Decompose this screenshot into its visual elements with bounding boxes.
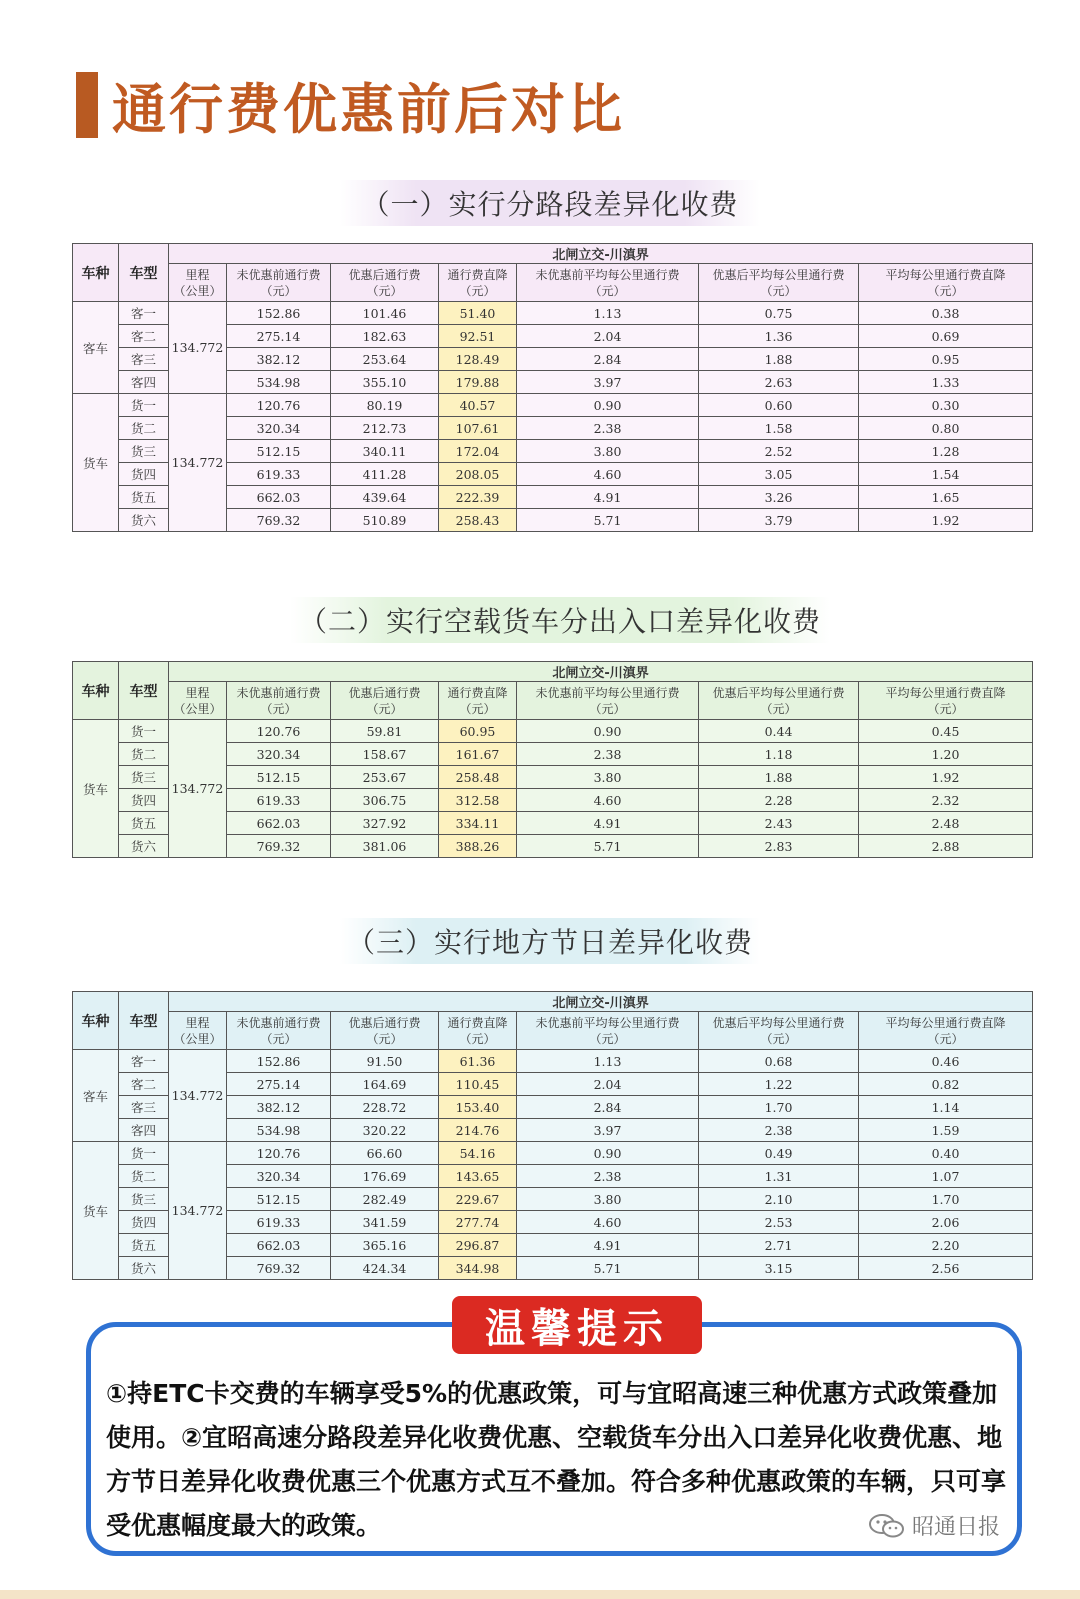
header-column — [331, 682, 439, 720]
title-accent-bar — [76, 72, 98, 138]
table-row — [73, 394, 1033, 417]
header-column — [227, 682, 331, 720]
value-cell: 424.34 — [331, 1257, 439, 1280]
value-cell: 534.98 — [227, 1119, 331, 1142]
value-cell: 2.53 — [699, 1211, 859, 1234]
wechat-icon — [868, 1513, 906, 1539]
vehicle-type-cell: 货一 — [119, 720, 169, 743]
header-column-line2: （元） — [260, 701, 297, 716]
header-column-line2: （元） — [927, 1031, 964, 1046]
header-column — [439, 682, 517, 720]
value-cell: 341.59 — [331, 1211, 439, 1234]
value-cell: 2.71 — [699, 1234, 859, 1257]
header-column-line2: （公里） — [173, 701, 222, 716]
value-cell: 320.34 — [227, 743, 331, 766]
value-cell: 3.97 — [517, 1119, 699, 1142]
value-cell: 1.54 — [859, 463, 1033, 486]
value-cell: 382.12 — [227, 1096, 331, 1119]
mileage-cell: 134.772 — [169, 302, 227, 394]
page-title-block — [76, 72, 625, 141]
value-cell: 2.28 — [699, 789, 859, 812]
tip-text: ①持ETC卡交费的车辆享受5%的优惠政策，可与宜昭高速三种优惠方式政策叠加使用。②宜昭高速分路段差异化收费优惠、空载货车分出入口差异化收费优惠、地方节日差异化收费优惠三个优惠方式互不叠加。符合多种优惠政策的车辆，只可享受优惠幅度最大的政策。 — [106, 1379, 1007, 1540]
header-column-line1: 未优惠前通行费 — [236, 685, 321, 700]
value-cell: 0.68 — [699, 1050, 859, 1073]
value-cell: 80.19 — [331, 394, 439, 417]
value-cell: 1.70 — [699, 1096, 859, 1119]
header-column — [169, 264, 227, 302]
value-cell: 0.49 — [699, 1142, 859, 1165]
watermark — [868, 1510, 1000, 1541]
value-cell: 411.28 — [331, 463, 439, 486]
value-cell: 2.88 — [859, 835, 1033, 858]
header-column-line2: （元） — [927, 283, 964, 298]
value-cell: 1.92 — [859, 766, 1033, 789]
mileage-cell: 134.772 — [169, 1142, 227, 1280]
header-column-line2: （元） — [589, 1031, 626, 1046]
value-cell: 4.91 — [517, 1234, 699, 1257]
value-cell: 510.89 — [331, 509, 439, 532]
vehicle-type-cell: 客一 — [119, 302, 169, 325]
vehicle-type-cell: 货六 — [119, 1257, 169, 1280]
header-column — [169, 682, 227, 720]
value-cell: 1.20 — [859, 743, 1033, 766]
vehicle-type-cell: 货四 — [119, 1211, 169, 1234]
vehicle-type-cell: 客三 — [119, 1096, 169, 1119]
header-column — [169, 1012, 227, 1050]
value-cell: 128.49 — [439, 348, 517, 371]
value-cell: 1.70 — [859, 1188, 1033, 1211]
header-column-line2: （元） — [260, 283, 297, 298]
vehicle-type-cell: 货四 — [119, 463, 169, 486]
value-cell: 619.33 — [227, 789, 331, 812]
tip-badge: 温馨提示 — [452, 1296, 702, 1354]
header-column-line2: （元） — [459, 283, 496, 298]
header-column — [517, 264, 699, 302]
value-cell: 3.80 — [517, 440, 699, 463]
value-cell: 110.45 — [439, 1073, 517, 1096]
vehicle-type-cell: 货五 — [119, 1234, 169, 1257]
value-cell: 2.10 — [699, 1188, 859, 1211]
value-cell: 0.95 — [859, 348, 1033, 371]
mileage-cell: 134.772 — [169, 720, 227, 858]
value-cell: 534.98 — [227, 371, 331, 394]
value-cell: 229.67 — [439, 1188, 517, 1211]
value-cell: 5.71 — [517, 509, 699, 532]
value-cell: 3.80 — [517, 1188, 699, 1211]
vehicle-kind-cell: 货车 — [73, 394, 119, 532]
value-cell: 1.88 — [699, 766, 859, 789]
header-column-line1: 未优惠前平均每公里通行费 — [535, 1015, 680, 1030]
value-cell: 3.15 — [699, 1257, 859, 1280]
value-cell: 3.97 — [517, 371, 699, 394]
value-cell: 512.15 — [227, 1188, 331, 1211]
value-cell: 1.28 — [859, 440, 1033, 463]
header-column-line2: （元） — [366, 701, 403, 716]
vehicle-type-cell: 客一 — [119, 1050, 169, 1073]
value-cell: 1.14 — [859, 1096, 1033, 1119]
header-vehicle-kind: 车种 — [73, 244, 119, 302]
value-cell: 2.38 — [517, 417, 699, 440]
value-cell: 1.59 — [859, 1119, 1033, 1142]
vehicle-type-cell: 货三 — [119, 1188, 169, 1211]
section-title-1: （一）实行分路段差异化收费 — [340, 180, 760, 226]
bottom-strip — [0, 1590, 1080, 1599]
value-cell: 176.69 — [331, 1165, 439, 1188]
value-cell: 3.05 — [699, 463, 859, 486]
value-cell: 91.50 — [331, 1050, 439, 1073]
value-cell: 2.84 — [517, 348, 699, 371]
header-vehicle-type: 车型 — [119, 992, 169, 1050]
fee-table-section-2 — [72, 661, 1033, 858]
value-cell: 2.38 — [517, 743, 699, 766]
header-column — [227, 1012, 331, 1050]
header-column-line1: 平均每公里通行费直降 — [885, 267, 1006, 282]
value-cell: 1.88 — [699, 348, 859, 371]
value-cell: 1.65 — [859, 486, 1033, 509]
value-cell: 143.65 — [439, 1165, 517, 1188]
mileage-cell: 134.772 — [169, 394, 227, 532]
value-cell: 120.76 — [227, 1142, 331, 1165]
value-cell: 4.91 — [517, 486, 699, 509]
value-cell: 296.87 — [439, 1234, 517, 1257]
vehicle-type-cell: 货六 — [119, 509, 169, 532]
value-cell: 2.48 — [859, 812, 1033, 835]
vehicle-type-cell: 客四 — [119, 371, 169, 394]
header-column-line1: 里程 — [185, 685, 210, 700]
header-column-line1: 通行费直降 — [447, 1015, 508, 1030]
value-cell: 179.88 — [439, 371, 517, 394]
value-cell: 182.63 — [331, 325, 439, 348]
value-cell: 66.60 — [331, 1142, 439, 1165]
value-cell: 1.13 — [517, 1050, 699, 1073]
value-cell: 152.86 — [227, 302, 331, 325]
header-column-line1: 平均每公里通行费直降 — [885, 685, 1006, 700]
section-title-2: （二）实行空载货车分出入口差异化收费 — [290, 597, 830, 643]
vehicle-type-cell: 货五 — [119, 486, 169, 509]
value-cell: 275.14 — [227, 325, 331, 348]
value-cell: 769.32 — [227, 509, 331, 532]
value-cell: 222.39 — [439, 486, 517, 509]
vehicle-kind-cell: 货车 — [73, 720, 119, 858]
value-cell: 340.11 — [331, 440, 439, 463]
value-cell: 153.40 — [439, 1096, 517, 1119]
value-cell: 275.14 — [227, 1073, 331, 1096]
value-cell: 2.06 — [859, 1211, 1033, 1234]
value-cell: 306.75 — [331, 789, 439, 812]
value-cell: 51.40 — [439, 302, 517, 325]
value-cell: 320.34 — [227, 417, 331, 440]
value-cell: 5.71 — [517, 1257, 699, 1280]
fee-table-section-1 — [72, 243, 1033, 532]
value-cell: 120.76 — [227, 394, 331, 417]
value-cell: 258.48 — [439, 766, 517, 789]
header-column-line2: （元） — [459, 701, 496, 716]
header-column-line2: （元） — [589, 283, 626, 298]
header-column-line2: （公里） — [173, 283, 222, 298]
value-cell: 2.52 — [699, 440, 859, 463]
header-route: 北闸立交-川滇界 — [169, 992, 1033, 1012]
header-column-line1: 里程 — [185, 267, 210, 282]
value-cell: 4.60 — [517, 463, 699, 486]
vehicle-type-cell: 货一 — [119, 1142, 169, 1165]
value-cell: 214.76 — [439, 1119, 517, 1142]
header-column — [517, 682, 699, 720]
vehicle-type-cell: 货二 — [119, 417, 169, 440]
header-column — [699, 264, 859, 302]
header-column-line1: 未优惠前通行费 — [236, 1015, 321, 1030]
header-column-line1: 优惠后平均每公里通行费 — [712, 685, 845, 700]
value-cell: 327.92 — [331, 812, 439, 835]
vehicle-type-cell: 货二 — [119, 743, 169, 766]
vehicle-type-cell: 货二 — [119, 1165, 169, 1188]
section-title-3: （三）实行地方节日差异化收费 — [340, 918, 760, 964]
value-cell: 282.49 — [331, 1188, 439, 1211]
header-column — [859, 682, 1033, 720]
header-column-line1: 未优惠前平均每公里通行费 — [535, 685, 680, 700]
value-cell: 161.67 — [439, 743, 517, 766]
value-cell: 101.46 — [331, 302, 439, 325]
value-cell: 0.69 — [859, 325, 1033, 348]
value-cell: 0.80 — [859, 417, 1033, 440]
value-cell: 512.15 — [227, 440, 331, 463]
watermark-text: 昭通日报 — [912, 1515, 1001, 1540]
header-column-line2: （元） — [760, 283, 797, 298]
value-cell: 388.26 — [439, 835, 517, 858]
value-cell: 0.46 — [859, 1050, 1033, 1073]
value-cell: 619.33 — [227, 1211, 331, 1234]
header-column-line1: 未优惠前平均每公里通行费 — [535, 267, 680, 282]
value-cell: 1.22 — [699, 1073, 859, 1096]
vehicle-type-cell: 货六 — [119, 835, 169, 858]
value-cell: 0.40 — [859, 1142, 1033, 1165]
header-column — [699, 1012, 859, 1050]
value-cell: 769.32 — [227, 835, 331, 858]
table-row — [73, 302, 1033, 325]
header-column — [439, 1012, 517, 1050]
value-cell: 0.90 — [517, 394, 699, 417]
vehicle-type-cell: 货三 — [119, 440, 169, 463]
value-cell: 4.60 — [517, 789, 699, 812]
vehicle-kind-cell: 货车 — [73, 1142, 119, 1280]
value-cell: 0.90 — [517, 720, 699, 743]
value-cell: 0.38 — [859, 302, 1033, 325]
value-cell: 334.11 — [439, 812, 517, 835]
vehicle-kind-cell: 客车 — [73, 302, 119, 394]
vehicle-type-cell: 客四 — [119, 1119, 169, 1142]
value-cell: 619.33 — [227, 463, 331, 486]
table-header-row — [73, 662, 1033, 682]
value-cell: 365.16 — [331, 1234, 439, 1257]
value-cell: 382.12 — [227, 348, 331, 371]
value-cell: 107.61 — [439, 417, 517, 440]
header-column-line2: （元） — [366, 1031, 403, 1046]
value-cell: 152.86 — [227, 1050, 331, 1073]
value-cell: 2.38 — [517, 1165, 699, 1188]
value-cell: 1.07 — [859, 1165, 1033, 1188]
value-cell: 1.33 — [859, 371, 1033, 394]
value-cell: 320.22 — [331, 1119, 439, 1142]
table-subheader-row — [73, 1012, 1033, 1050]
header-column-line1: 优惠后平均每公里通行费 — [712, 1015, 845, 1030]
header-vehicle-type: 车型 — [119, 244, 169, 302]
value-cell: 208.05 — [439, 463, 517, 486]
value-cell: 2.56 — [859, 1257, 1033, 1280]
header-column-line2: （公里） — [173, 1031, 222, 1046]
value-cell: 1.92 — [859, 509, 1033, 532]
value-cell: 4.91 — [517, 812, 699, 835]
value-cell: 172.04 — [439, 440, 517, 463]
header-column-line1: 优惠后通行费 — [348, 685, 421, 700]
header-column — [517, 1012, 699, 1050]
value-cell: 2.38 — [699, 1119, 859, 1142]
value-cell: 1.58 — [699, 417, 859, 440]
header-column-line1: 通行费直降 — [447, 685, 508, 700]
vehicle-type-cell: 货一 — [119, 394, 169, 417]
header-column-line1: 优惠后通行费 — [348, 267, 421, 282]
value-cell: 769.32 — [227, 1257, 331, 1280]
value-cell: 2.83 — [699, 835, 859, 858]
header-column-line2: （元） — [459, 1031, 496, 1046]
header-column-line2: （元） — [760, 701, 797, 716]
value-cell: 2.20 — [859, 1234, 1033, 1257]
header-column-line1: 里程 — [185, 1015, 210, 1030]
header-column-line2: （元） — [260, 1031, 297, 1046]
value-cell: 344.98 — [439, 1257, 517, 1280]
value-cell: 439.64 — [331, 486, 439, 509]
value-cell: 662.03 — [227, 812, 331, 835]
value-cell: 3.79 — [699, 509, 859, 532]
value-cell: 2.32 — [859, 789, 1033, 812]
header-column-line2: （元） — [589, 701, 626, 716]
value-cell: 0.44 — [699, 720, 859, 743]
vehicle-type-cell: 货五 — [119, 812, 169, 835]
value-cell: 381.06 — [331, 835, 439, 858]
value-cell: 5.71 — [517, 835, 699, 858]
vehicle-type-cell: 货四 — [119, 789, 169, 812]
value-cell: 0.82 — [859, 1073, 1033, 1096]
header-column-line1: 平均每公里通行费直降 — [885, 1015, 1006, 1030]
value-cell: 92.51 — [439, 325, 517, 348]
value-cell: 1.36 — [699, 325, 859, 348]
value-cell: 512.15 — [227, 766, 331, 789]
header-column-line2: （元） — [366, 283, 403, 298]
value-cell: 60.95 — [439, 720, 517, 743]
value-cell: 258.43 — [439, 509, 517, 532]
fee-table-section-3 — [72, 991, 1033, 1280]
table-row — [73, 1050, 1033, 1073]
value-cell: 61.36 — [439, 1050, 517, 1073]
value-cell: 228.72 — [331, 1096, 439, 1119]
header-column-line2: （元） — [927, 701, 964, 716]
header-column-line1: 优惠后平均每公里通行费 — [712, 267, 845, 282]
table-header-row — [73, 244, 1033, 264]
vehicle-type-cell: 客二 — [119, 325, 169, 348]
header-vehicle-kind: 车种 — [73, 662, 119, 720]
mileage-cell: 134.772 — [169, 1050, 227, 1142]
value-cell: 1.31 — [699, 1165, 859, 1188]
value-cell: 662.03 — [227, 486, 331, 509]
value-cell: 2.63 — [699, 371, 859, 394]
value-cell: 0.30 — [859, 394, 1033, 417]
header-column-line1: 通行费直降 — [447, 267, 508, 282]
vehicle-type-cell: 货三 — [119, 766, 169, 789]
value-cell: 253.67 — [331, 766, 439, 789]
value-cell: 2.04 — [517, 325, 699, 348]
header-column — [859, 264, 1033, 302]
table-subheader-row — [73, 682, 1033, 720]
header-column-line1: 未优惠前通行费 — [236, 267, 321, 282]
value-cell: 355.10 — [331, 371, 439, 394]
value-cell: 120.76 — [227, 720, 331, 743]
page-title: 通行费优惠前后对比 — [112, 77, 625, 141]
header-column-line2: （元） — [760, 1031, 797, 1046]
value-cell: 277.74 — [439, 1211, 517, 1234]
table-header-row — [73, 992, 1033, 1012]
header-column-line1: 优惠后通行费 — [348, 1015, 421, 1030]
value-cell: 312.58 — [439, 789, 517, 812]
value-cell: 3.26 — [699, 486, 859, 509]
header-column — [227, 264, 331, 302]
table-row — [73, 1142, 1033, 1165]
header-column — [331, 264, 439, 302]
header-column — [439, 264, 517, 302]
value-cell: 2.84 — [517, 1096, 699, 1119]
table-row — [73, 720, 1033, 743]
header-vehicle-type: 车型 — [119, 662, 169, 720]
header-vehicle-kind: 车种 — [73, 992, 119, 1050]
value-cell: 1.13 — [517, 302, 699, 325]
header-column — [699, 682, 859, 720]
vehicle-type-cell: 客二 — [119, 1073, 169, 1096]
header-route: 北闸立交-川滇界 — [169, 244, 1033, 264]
header-route: 北闸立交-川滇界 — [169, 662, 1033, 682]
table-subheader-row — [73, 264, 1033, 302]
value-cell: 662.03 — [227, 1234, 331, 1257]
value-cell: 0.60 — [699, 394, 859, 417]
value-cell: 0.75 — [699, 302, 859, 325]
value-cell: 3.80 — [517, 766, 699, 789]
value-cell: 59.81 — [331, 720, 439, 743]
value-cell: 54.16 — [439, 1142, 517, 1165]
value-cell: 320.34 — [227, 1165, 331, 1188]
header-column — [859, 1012, 1033, 1050]
value-cell: 158.67 — [331, 743, 439, 766]
value-cell: 2.43 — [699, 812, 859, 835]
value-cell: 0.45 — [859, 720, 1033, 743]
vehicle-kind-cell: 客车 — [73, 1050, 119, 1142]
value-cell: 1.18 — [699, 743, 859, 766]
value-cell: 253.64 — [331, 348, 439, 371]
value-cell: 2.04 — [517, 1073, 699, 1096]
header-column — [331, 1012, 439, 1050]
vehicle-type-cell: 客三 — [119, 348, 169, 371]
value-cell: 164.69 — [331, 1073, 439, 1096]
value-cell: 40.57 — [439, 394, 517, 417]
value-cell: 4.60 — [517, 1211, 699, 1234]
value-cell: 0.90 — [517, 1142, 699, 1165]
value-cell: 212.73 — [331, 417, 439, 440]
